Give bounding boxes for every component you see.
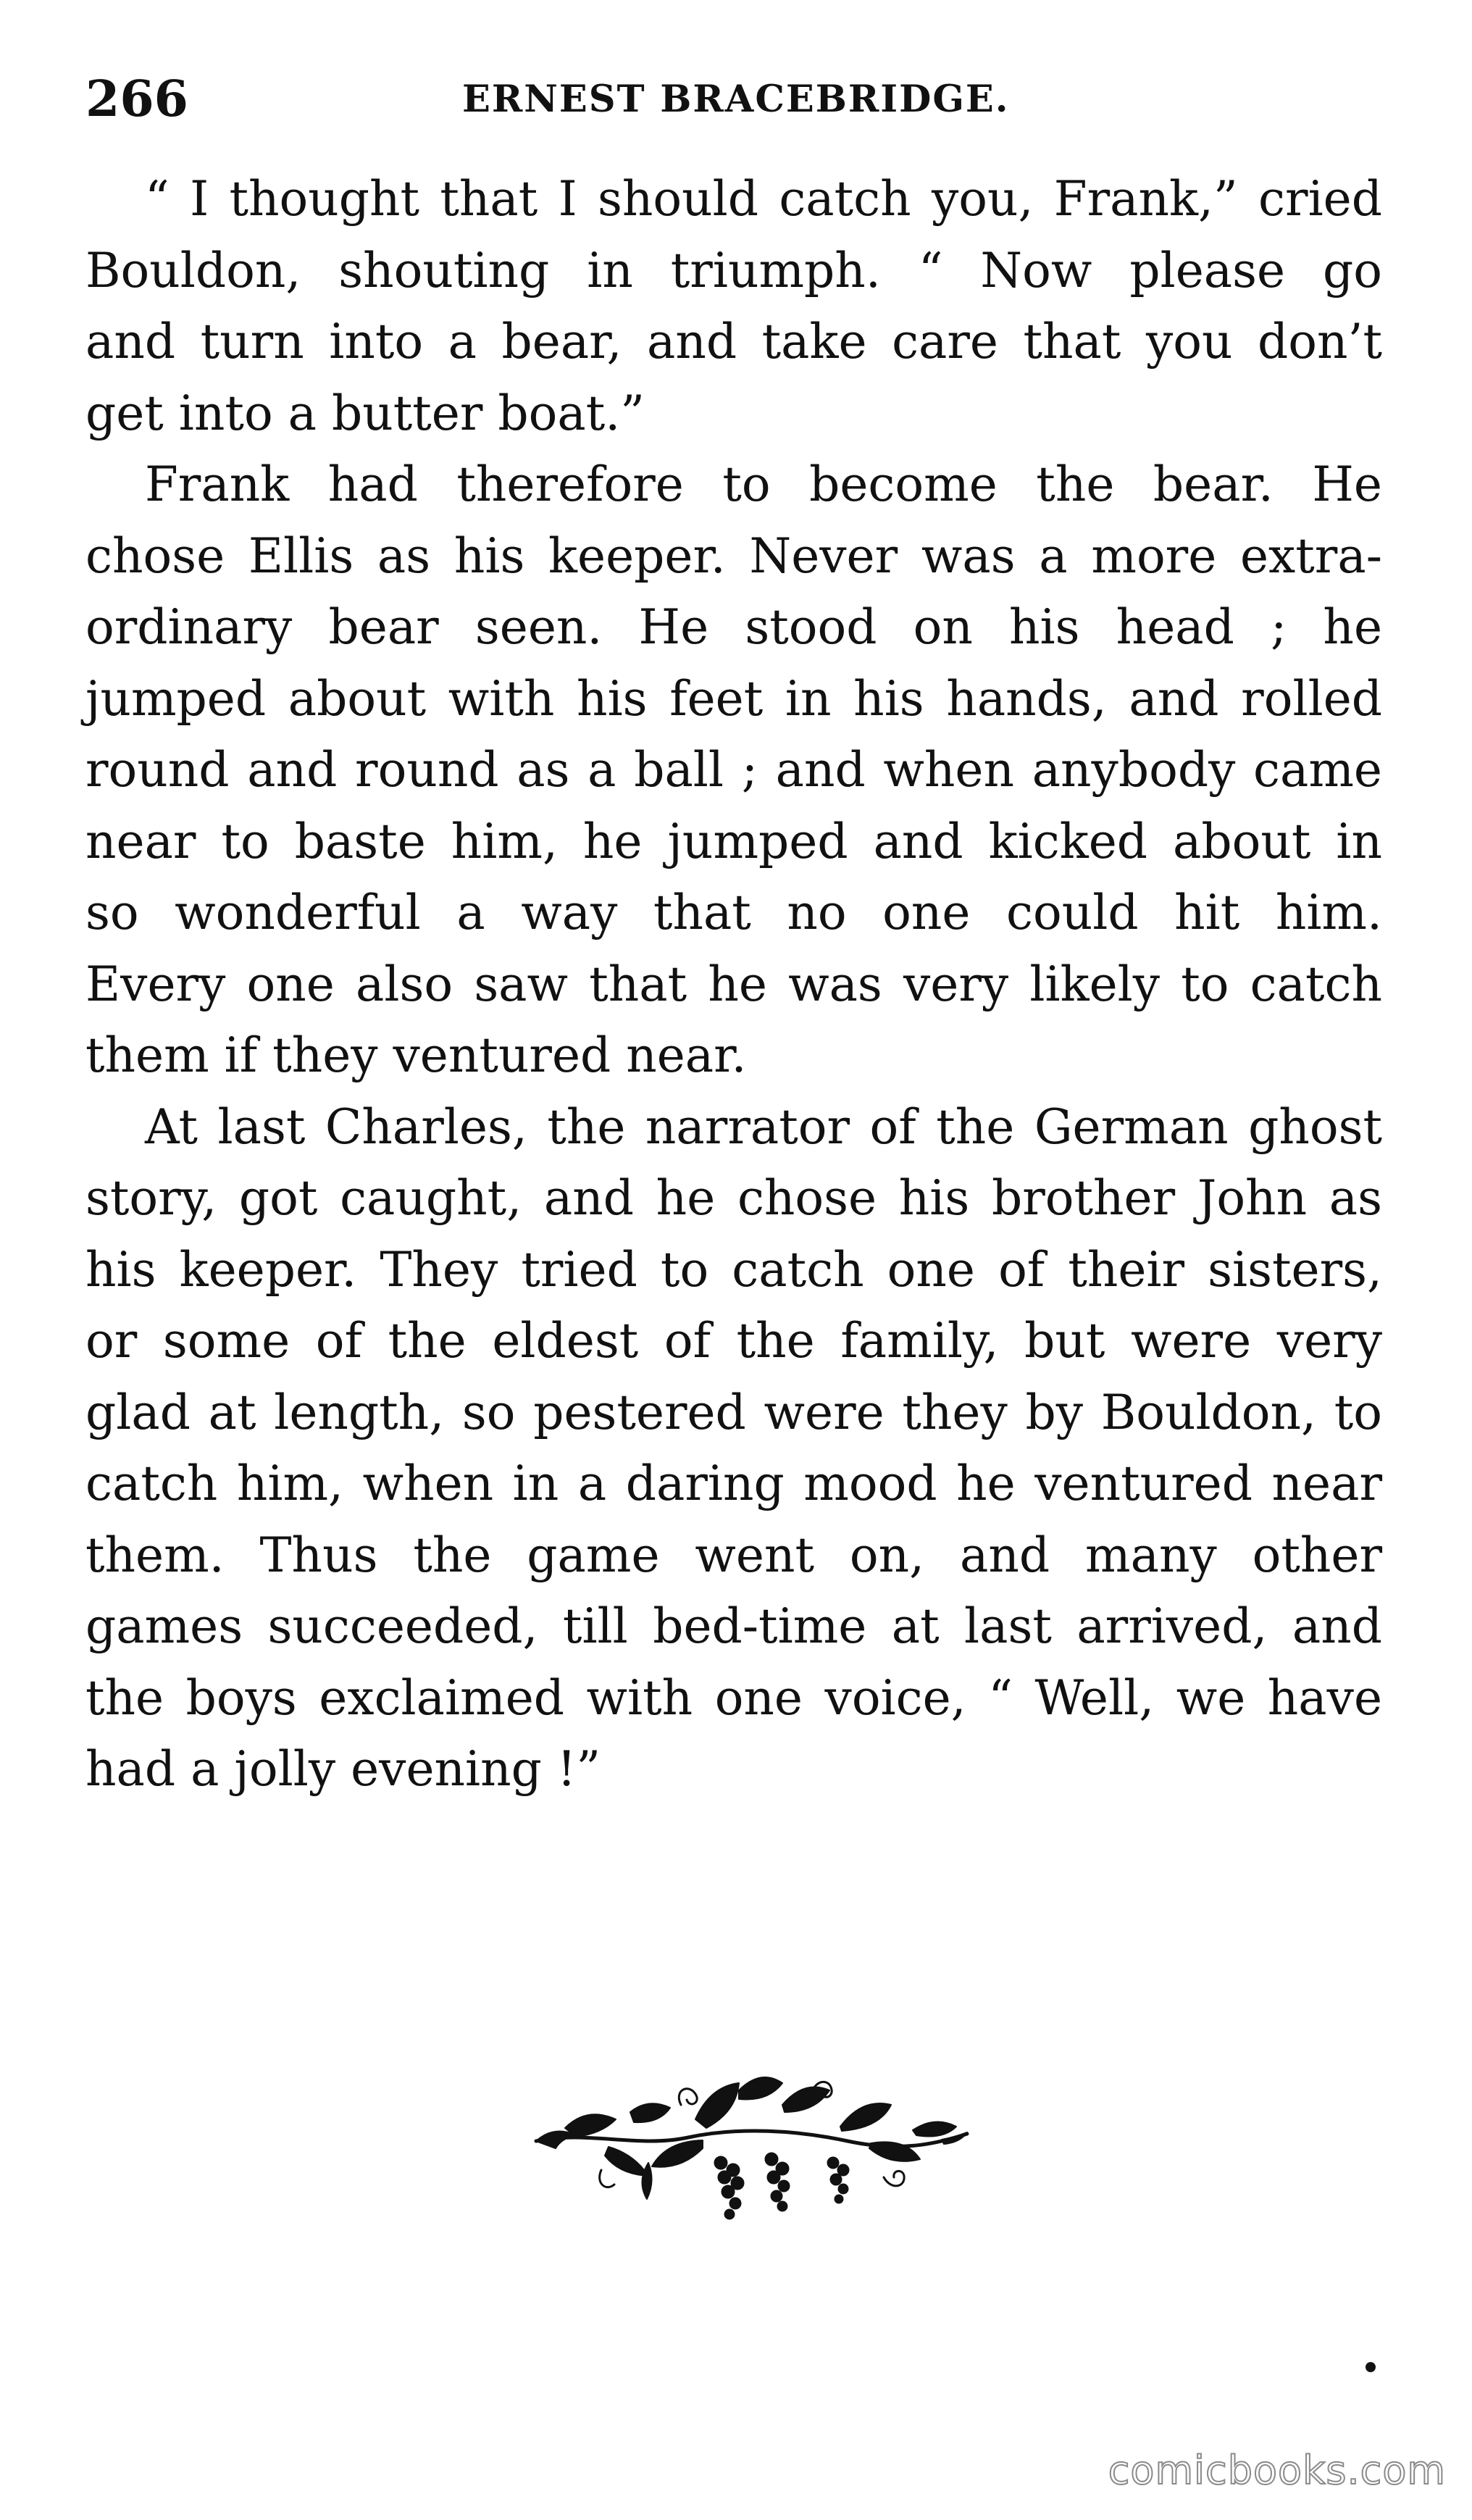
print-speck (1366, 2362, 1376, 2372)
grapevine-ornament-icon (522, 2061, 978, 2235)
text-line: chose Ellis as his keeper. Never was a more extra- (85, 527, 1382, 584)
text-line: round and round as a ball ; and when anybody came (85, 742, 1382, 798)
text-line: “ I thought that I should catch you, Frank,” cried (145, 171, 1382, 227)
text-line: games succeeded, till bed-time at last arrived, and (85, 1598, 1382, 1654)
text-line: and turn into a bear, and take care that you don’t (85, 314, 1382, 370)
text-line: had a jolly evening !” (85, 1741, 601, 1797)
text-line: Every one also saw that he was very likely to catch (85, 956, 1382, 1012)
text-line: or some of the eldest of the family, but were very (85, 1313, 1382, 1369)
text-line: get into a butter boat.” (85, 385, 645, 441)
text-line: catch him, when in a daring mood he ventured near (85, 1456, 1382, 1511)
running-head: ERNEST BRACEBRIDGE. (462, 78, 1010, 121)
text-line: ordinary bear seen. He stood on his head ; he (85, 599, 1382, 655)
page-number: 266 (85, 70, 188, 128)
text-line: the boys exclaimed with one voice, “ Well, we have (85, 1669, 1382, 1726)
paragraph-1 (85, 164, 1382, 449)
page-header (85, 67, 1382, 132)
text-line: jumped about with his feet in his hands, and rolled (85, 670, 1382, 727)
text-line: Bouldon, shouting in triumph. “ Now please go (85, 242, 1382, 299)
text-line: them. Thus the game went on, and many other (85, 1527, 1382, 1583)
text-line: glad at length, so pestered were they by Bouldon, to (85, 1384, 1382, 1440)
paragraph-3 (85, 1092, 1382, 1806)
watermark: comicbooks.com (1108, 2448, 1446, 2493)
text-line: story, got caught, and he chose his brother John as (85, 1170, 1382, 1226)
body-text (85, 164, 1382, 1806)
text-line: At last Charles, the narrator of the German ghost (145, 1098, 1382, 1155)
text-line: them if they ventured near. (85, 1027, 747, 1083)
paragraph-2 (85, 449, 1382, 1092)
text-line: so wonderful a way that no one could hit him. (85, 885, 1382, 940)
text-line: his keeper. They tried to catch one of their sisters, (85, 1241, 1382, 1298)
text-line: near to baste him, he jumped and kicked about in (85, 813, 1382, 869)
text-line: Frank had therefore to become the bear. He (145, 456, 1382, 512)
